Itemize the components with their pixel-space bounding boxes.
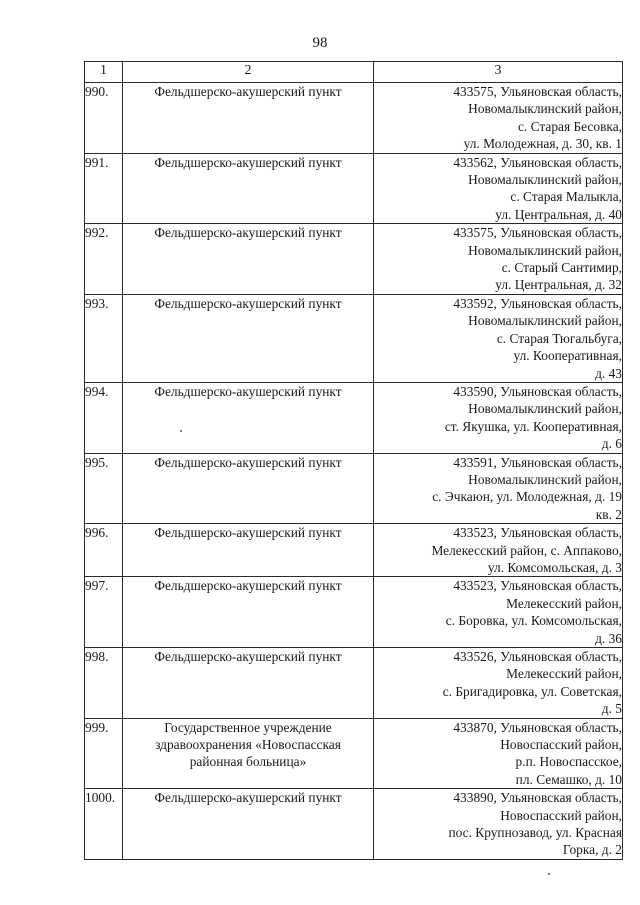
address-line: пл. Семашко, д. 10 — [515, 771, 622, 787]
address-line: 433562, Ульяновская область, — [453, 154, 622, 170]
address-line: Новоспасский район, — [500, 807, 622, 823]
facility-address-cell — [374, 577, 623, 648]
table-row — [85, 718, 623, 789]
address-line: 433591, Ульяновская область, — [453, 454, 622, 470]
facility-name-line: здравоохранения «Новоспасская — [155, 737, 341, 753]
address-line: Мелекесский район, — [506, 666, 622, 682]
facility-name-cell — [123, 453, 374, 524]
address-line: 433590, Ульяновская область, — [453, 383, 622, 399]
address-line: с. Старая Бесовка, — [517, 118, 622, 134]
row-number: 999. — [85, 718, 123, 789]
row-number: 995. — [85, 453, 123, 524]
row-number: 1000. — [85, 789, 123, 860]
row-number: 990. — [85, 83, 123, 154]
facility-name-cell — [123, 224, 374, 295]
facility-name-cell — [123, 718, 374, 789]
row-number: 994. — [85, 382, 123, 453]
address-line: 433870, Ульяновская область, — [453, 719, 622, 735]
facility-name-line: Фельдшерско-акушерский пункт — [154, 790, 342, 806]
address-line: Новоспасский район, — [500, 737, 622, 753]
row-number: 993. — [85, 294, 123, 382]
column-header-name: 2 — [123, 62, 374, 83]
column-header-address: 3 — [374, 62, 623, 83]
address-line: с. Старая Малыкла, — [510, 189, 622, 205]
facility-name-line: Фельдшерско-акушерский пункт — [154, 154, 342, 170]
row-number: 997. — [85, 577, 123, 648]
address-line: Новомалыклинский район, — [468, 401, 622, 417]
facility-name-line: Фельдшерско-акушерский пункт — [154, 454, 342, 470]
address-line: Мелекесский район, — [506, 595, 622, 611]
address-line: с. Эчкаюн, ул. Молодежная, д. 19 — [432, 489, 622, 505]
facility-name-line: Фельдшерско-акушерский пункт — [154, 525, 342, 541]
address-line: д. 5 — [601, 701, 622, 717]
address-line: с. Бригадировка, ул. Советская, — [442, 683, 622, 699]
scan-speck — [180, 430, 182, 432]
address-line: с. Старая Тюгальбуга, — [496, 330, 622, 346]
address-line: ст. Якушка, ул. Кооперативная, — [444, 418, 622, 434]
table-row — [85, 153, 623, 224]
facility-name-line: Фельдшерско-акушерский пункт — [154, 225, 342, 241]
facility-name-line: Фельдшерско-акушерский пункт — [154, 295, 342, 311]
facility-name-line: Фельдшерско-акушерский пункт — [154, 578, 342, 594]
address-line: Новомалыклинский район, — [468, 101, 622, 117]
facilities-table — [84, 61, 623, 860]
address-line: Новомалыклинский район, — [468, 471, 622, 487]
address-line: д. 36 — [595, 630, 622, 646]
table-row — [85, 224, 623, 295]
address-line: ул. Центральная, д. 40 — [495, 206, 622, 222]
facility-address-cell — [374, 453, 623, 524]
facility-address-cell — [374, 83, 623, 154]
facility-address-cell — [374, 648, 623, 719]
address-line: 433575, Ульяновская область, — [453, 84, 622, 99]
row-number: 992. — [85, 224, 123, 295]
address-line: 433523, Ульяновская область, — [453, 525, 622, 541]
table-row — [85, 453, 623, 524]
address-line: р.п. Новоспасское, — [515, 754, 622, 770]
facility-address-cell — [374, 524, 623, 577]
facility-name-cell — [123, 153, 374, 224]
facility-name-line: районная больница» — [189, 754, 307, 770]
facility-name-cell — [123, 524, 374, 577]
facility-name-cell — [123, 83, 374, 154]
facility-address-cell — [374, 153, 623, 224]
address-line: ул. Молодежная, д. 30, кв. 1 — [463, 136, 622, 152]
facility-name-cell — [123, 648, 374, 719]
address-line: кв. 2 — [595, 506, 622, 522]
address-line: ул. Центральная, д. 32 — [495, 277, 622, 293]
address-line: 433890, Ульяновская область, — [453, 790, 622, 806]
page-number: 98 — [312, 35, 328, 51]
facility-address-cell — [374, 224, 623, 295]
facility-name-cell — [123, 577, 374, 648]
address-line: пос. Крупнозавод, ул. Красная — [448, 825, 622, 841]
facility-name-cell — [123, 294, 374, 382]
facility-name-cell — [123, 382, 374, 453]
facility-name-line: Фельдшерско-акушерский пункт — [154, 383, 342, 399]
table-row — [85, 789, 623, 860]
address-line: 433592, Ульяновская область, — [453, 295, 622, 311]
table-row — [85, 524, 623, 577]
scan-speck — [548, 873, 550, 875]
address-line: д. 43 — [595, 365, 622, 381]
table-row — [85, 294, 623, 382]
facility-address-cell — [374, 789, 623, 860]
column-header-number: 1 — [85, 62, 123, 83]
address-line: 433526, Ульяновская область, — [453, 649, 622, 664]
address-line: ул. Кооперативная, — [513, 348, 622, 364]
row-number: 991. — [85, 153, 123, 224]
address-line: с. Старый Сантимир, — [501, 260, 622, 276]
address-line: 433523, Ульяновская область, — [453, 578, 622, 594]
table-row — [85, 648, 623, 719]
address-line: Горка, д. 2 — [562, 842, 622, 858]
table-row — [85, 577, 623, 648]
facility-name-line: Государственное учреждение — [164, 719, 332, 735]
address-line: с. Боровка, ул. Комсомольская, — [445, 613, 622, 629]
address-line: 433575, Ульяновская область, — [453, 225, 622, 241]
table-row — [85, 83, 623, 154]
facility-name-cell — [123, 789, 374, 860]
facility-name-line: Фельдшерско-акушерский пункт — [154, 84, 342, 99]
row-number: 998. — [85, 648, 123, 719]
address-line: д. 6 — [601, 436, 622, 452]
address-line: Новомалыклинский район, — [468, 313, 622, 329]
table-row — [85, 382, 623, 453]
table-header-row — [85, 62, 623, 83]
facility-address-cell — [374, 294, 623, 382]
address-line: ул. Комсомольская, д. 3 — [487, 559, 622, 575]
facility-address-cell — [374, 718, 623, 789]
facility-name-line: Фельдшерско-акушерский пункт — [154, 649, 342, 664]
row-number: 996. — [85, 524, 123, 577]
address-line: Новомалыклинский район, — [468, 242, 622, 258]
facility-address-cell — [374, 382, 623, 453]
address-line: Новомалыклинский район, — [468, 172, 622, 188]
address-line: Мелекесский район, с. Аппаково, — [431, 542, 622, 558]
